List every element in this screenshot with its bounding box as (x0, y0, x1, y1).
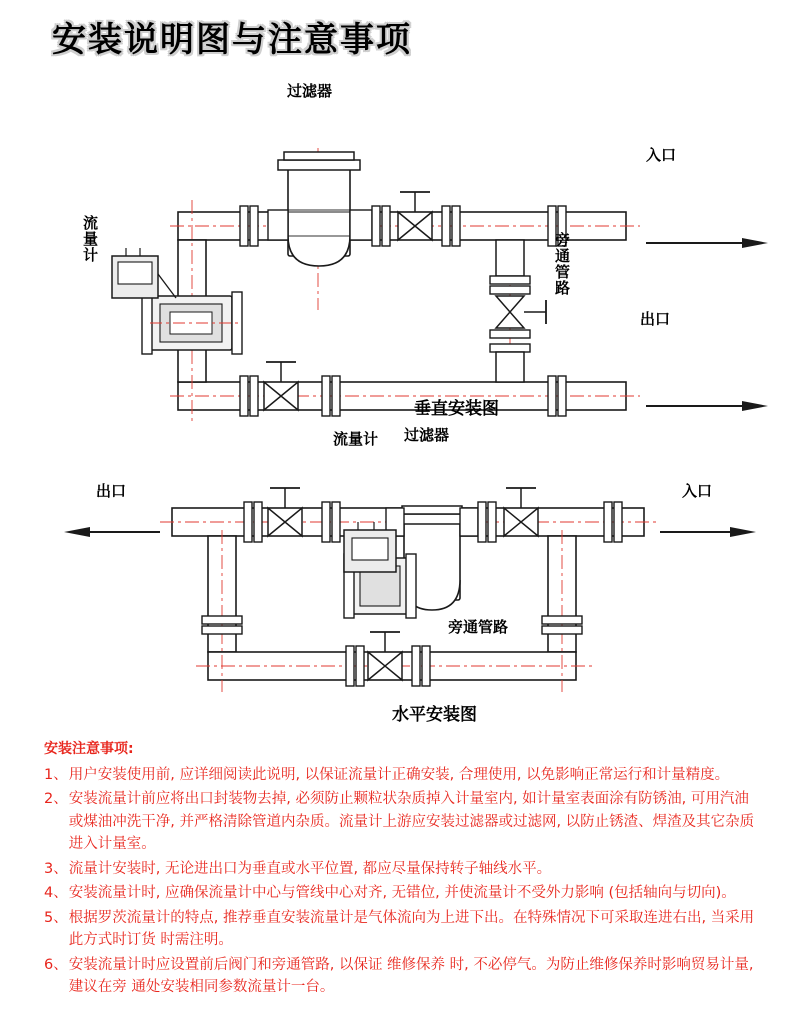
outlet-arrow-horizontal (64, 527, 160, 537)
installation-diagram (0, 60, 800, 730)
caption-horizontal: 水平安装图 (392, 705, 477, 725)
note-text: 安装流量计时应设置前后阀门和旁通管路, 以保证 维修保养 时, 不必停气。为防止维修保养时影响贸易计量, 建议在旁 通处安装相同参数流量计一台。 (68, 956, 754, 996)
horizontal-installation-group (64, 488, 756, 692)
label-outlet-horizontal: 出口 (96, 482, 127, 500)
note-number: 2、 (44, 791, 68, 808)
note-text: 安装流量计时, 应确保流量计中心与管线中心对齐, 无错位, 并使流量计不受外力影响 (包括轴向与切向)。 (68, 885, 736, 902)
notes-heading: 安装注意事项: (44, 741, 134, 757)
note-text: 根据罗茨流量计的特点, 推荐垂直安装流量计是气体流向为上进下出。在特殊情况下可采取连进右出, 当采用此方式时订货 时需注明。 (68, 909, 755, 949)
note-number: 6、 (44, 956, 68, 973)
flowmeter-vertical (112, 248, 242, 354)
label-bypass-vertical: 旁通管路 (553, 232, 571, 296)
label-outlet-vertical: 出口 (640, 310, 671, 328)
note-item (44, 764, 760, 786)
label-flowmeter-horizontal: 流量计 (333, 430, 379, 448)
label-filter-horizontal: 过滤器 (404, 426, 450, 444)
note-text: 安装流量计前应将出口封装物去掉, 必须防止颗粒状杂质掉入计量室内, 如计量室表面涂有防锈油, 可用汽油或煤油冲洗干净, 并严格清除管道内杂质。流量计上游应安装过滤器或过滤网, 以防止锈渣、焊渣及其它杂质进入计量室。 (68, 791, 755, 853)
inlet-arrow-horizontal (660, 527, 756, 537)
note-item (44, 858, 760, 880)
label-bypass-horizontal: 旁通管路 (448, 618, 509, 636)
label-filter-vertical: 过滤器 (287, 82, 333, 100)
note-number: 4、 (44, 885, 68, 902)
vertical-installation-group (112, 148, 768, 422)
note-number: 3、 (44, 860, 68, 877)
installation-notes (44, 738, 760, 1001)
page-title: 安装说明图与注意事项 (52, 20, 412, 60)
label-inlet-vertical: 入口 (646, 146, 677, 164)
note-number: 5、 (44, 909, 68, 926)
note-item (44, 882, 760, 904)
label-inlet-horizontal: 入口 (682, 482, 713, 500)
note-text: 用户安装使用前, 应详细阅读此说明, 以保证流量计正确安装, 合理使用, 以免影响正常运行和计量精度。 (68, 767, 730, 783)
valve-symbol-bypass (496, 296, 546, 328)
outlet-arrow-vertical (646, 401, 768, 411)
caption-vertical: 垂直安装图 (414, 399, 499, 419)
inlet-arrow-vertical (646, 238, 768, 248)
note-number: 1、 (44, 767, 68, 783)
note-item (44, 788, 760, 855)
diagram-svg (0, 60, 800, 730)
label-flowmeter-vertical: 流量计 (81, 215, 99, 263)
note-item (44, 907, 760, 952)
note-text: 流量计安装时, 无论进出口为垂直或水平位置, 都应尽量保持转子轴线水平。 (68, 860, 552, 877)
note-item (44, 954, 760, 999)
